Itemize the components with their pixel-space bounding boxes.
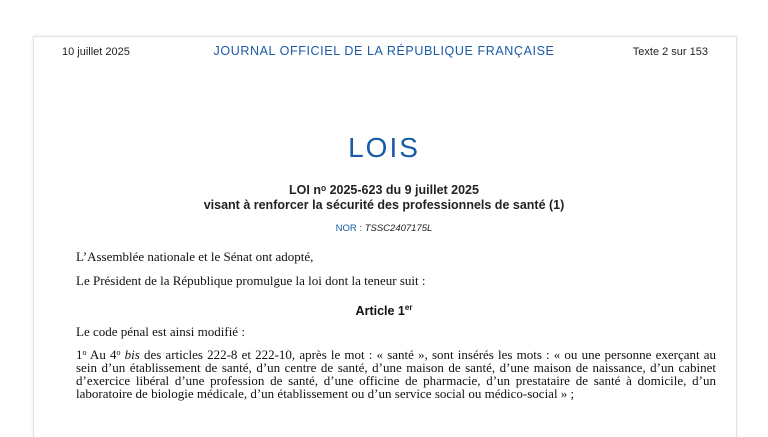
- paragraph-promulgation: Le Président de la République promulgue la loi dont la teneur suit :: [76, 273, 426, 288]
- item-text: des articles 222-8 et 222-10, après le mot : « santé », sont insérés les mots : « ou une personne exerçant au sein d’un établissement de santé, d’un centre de santé, d’une maison de santé, d’une maison de naissance, d’un cabinet d’exercice libéral d’une profession de santé, d’une officine de pharmacie, d’un prestataire de santé à domicile, d’un laboratoire de biologie médicale, d’un établissement ou d’un service social ou médico-social » ;: [76, 347, 717, 401]
- text-counter: Texte 2 sur 153: [632, 46, 708, 58]
- law-title-line2: visant à renforcer la sécurité des professionnels de santé (1): [203, 198, 565, 212]
- paragraph-adoption: L’Assemblée nationale et le Sénat ont adopté,: [76, 249, 314, 264]
- nor-label: NOR :: [335, 223, 363, 234]
- nor-code: TSSC2407175L: [364, 223, 433, 234]
- paragraph-code-penal: Le code pénal est ainsi modifié :: [76, 324, 245, 339]
- article-title: [0, 303, 768, 318]
- item-prefix: Au 4: [86, 347, 117, 362]
- journal-title: JOURNAL OFFICIEL DE LA RÉPUBLIQUE FRANÇAISE: [213, 44, 555, 58]
- law-title-line1: LOI nᵒ 2025-623 du 9 juillet 2025: [289, 183, 479, 197]
- item-prefix-sup: o: [116, 348, 121, 357]
- section-title: LOIS: [348, 132, 420, 163]
- item-number: 1: [76, 347, 83, 362]
- item-number-sup: o: [82, 348, 87, 357]
- page-header: [33, 44, 735, 64]
- publication-date: 10 juillet 2025: [62, 46, 130, 58]
- paragraph-item-1: [76, 346, 716, 400]
- nor-reference: [0, 223, 768, 234]
- article-title-sup: er: [404, 303, 413, 312]
- article-title-text: Article 1: [355, 304, 405, 318]
- item-bis: bis: [124, 347, 140, 362]
